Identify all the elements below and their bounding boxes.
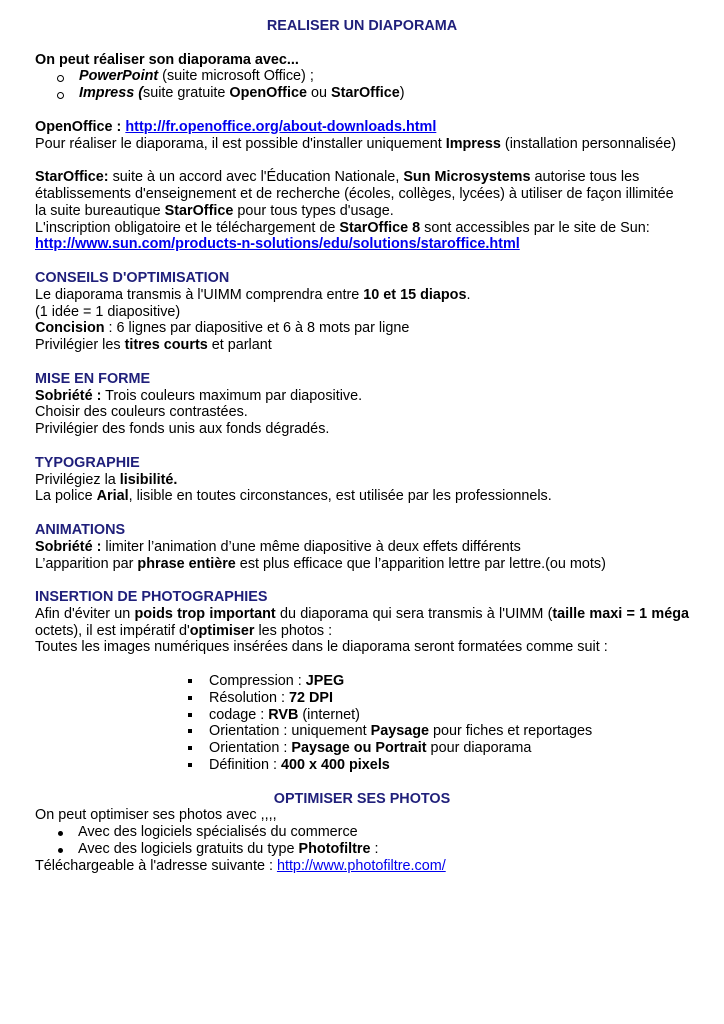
- photos-line-3: Toutes les images numériques insérées dans le diaporama seront formatées comme suit :: [35, 639, 608, 656]
- optimiser-item-gratuits: Avec des logiciels gratuits du type Photofiltre :: [35, 841, 689, 858]
- anim-line-2: L’apparition par phrase entière est plus efficace que l’apparition lettre par lettre.(ou mots): [35, 555, 606, 572]
- staroffice-line-1: StarOffice: suite à un accord avec l'Éducation Nationale, Sun Microsystems autorise tous les: [35, 169, 640, 186]
- conseils-heading: CONSEILS D'OPTIMISATION: [35, 269, 230, 286]
- openoffice-link[interactable]: http://fr.openoffice.org/about-downloads.html: [125, 118, 437, 135]
- document-title: REALISER UN DIAPORAMA: [266, 18, 458, 34]
- openoffice-line: OpenOffice : http://fr.openoffice.org/about-downloads.html: [35, 118, 437, 135]
- conseils-line-1: Le diaporama transmis à l'UIMM comprendra entre 10 et 15 diapos.: [35, 286, 471, 303]
- mise-line-3: Privilégier des fonds unis aux fonds dégradés.: [35, 421, 330, 438]
- list-item-impress: Impress (suite gratuite OpenOffice ou StarOffice): [35, 85, 689, 102]
- anim-line-1: Sobriété : limiter l’animation d’une même diapositive à deux effets différents: [35, 538, 521, 555]
- photofiltre-link[interactable]: http://www.photofiltre.com/: [276, 857, 446, 874]
- conseils-line-4: Privilégier les titres courts et parlant: [35, 337, 272, 354]
- document-content: [35, 18, 689, 875]
- format-item: codage : RVB (internet): [35, 707, 689, 724]
- staroffice-line-4: L'inscription obligatoire et le téléchargement de StarOffice 8 sont accessibles par le site de Sun:: [35, 219, 650, 236]
- photos-paragraph: Afin d'éviter un poids trop important du diaporama qui sera transmis à l'UIMM (taille maxi = 1 méga octets), il est impératif d'optimiser les photos :: [35, 605, 689, 639]
- optimiser-line-1: On peut optimiser ses photos avec ,,,,: [35, 807, 277, 824]
- conseils-line-2: (1 idée = 1 diapositive): [35, 303, 181, 320]
- optimiser-item-commerce: Avec des logiciels spécialisés du commerce: [35, 824, 689, 841]
- mise-line-2: Choisir des couleurs contrastées.: [35, 404, 248, 421]
- format-item: Compression : JPEG: [35, 673, 689, 690]
- mise-line-1: Sobriété : Trois couleurs maximum par diapositive.: [35, 387, 363, 404]
- intro-heading: On peut réaliser son diaporama avec...: [35, 51, 299, 68]
- optimiser-heading: OPTIMISER SES PHOTOS: [273, 790, 451, 807]
- format-item: Orientation : uniquement Paysage pour fiches et reportages: [35, 723, 689, 740]
- list-item-powerpoint: PowerPoint (suite microsoft Office) ;: [35, 68, 689, 85]
- mise-heading: MISE EN FORME: [35, 370, 151, 387]
- typo-line-1: Privilégiez la lisibilité.: [35, 471, 178, 488]
- photos-heading: INSERTION DE PHOTOGRAPHIES: [35, 589, 268, 606]
- openoffice-note: Pour réaliser le diaporama, il est possible d'installer uniquement Impress (installation personnalisée): [35, 135, 677, 152]
- optimiser-download-line: Téléchargeable à l'adresse suivante : http://www.photofiltre.com/: [35, 857, 446, 874]
- staroffice-link[interactable]: http://www.sun.com/products-n-solutions/edu/solutions/staroffice.html: [35, 236, 520, 253]
- typo-heading: TYPOGRAPHIE: [35, 454, 140, 471]
- format-item: Définition : 400 x 400 pixels: [35, 757, 689, 774]
- anim-heading: ANIMATIONS: [35, 521, 126, 538]
- staroffice-line-2: établissements d'enseignement et de recherche (écoles, collèges, lycées) à utiliser de façon illimitée: [35, 185, 674, 202]
- conseils-line-3: Concision : 6 lignes par diapositive et 6 à 8 mots par ligne: [35, 320, 410, 337]
- typo-line-2: La police Arial, lisible en toutes circonstances, est utilisée par les professionnels.: [35, 488, 552, 505]
- staroffice-line-3: la suite bureautique StarOffice pour tous types d'usage.: [35, 202, 394, 219]
- format-item: Résolution : 72 DPI: [35, 690, 689, 707]
- format-item: Orientation : Paysage ou Portrait pour diaporama: [35, 740, 689, 757]
